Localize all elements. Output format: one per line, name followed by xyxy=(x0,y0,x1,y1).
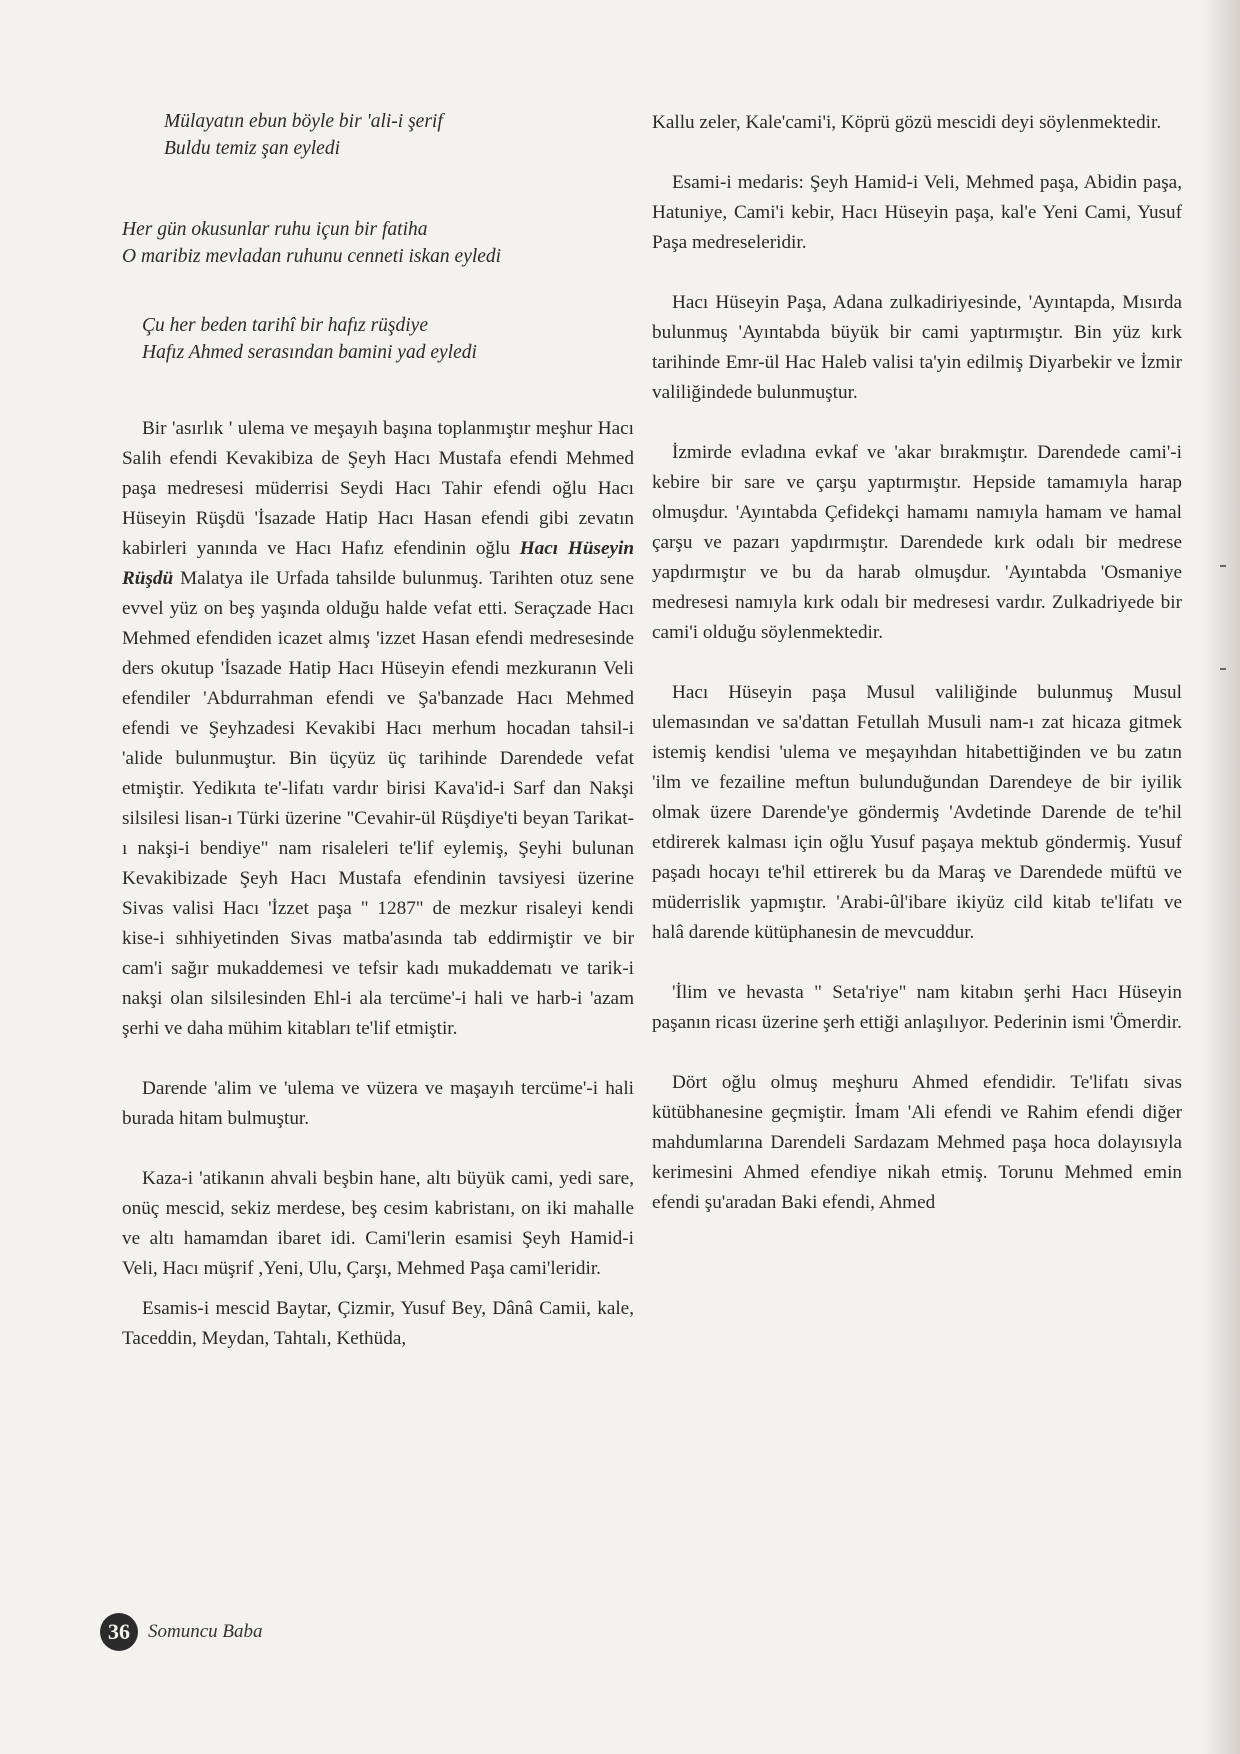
page-number-badge: 36 xyxy=(100,1613,138,1651)
publication-name: Somuncu Baba xyxy=(148,1621,263,1642)
right-paragraph-0: Kallu zeler, Kale'cami'i, Köprü gözü mescidi deyi söylenmektedir. xyxy=(652,112,1162,133)
right-paragraph-4: Hacı Hüseyin paşa Musul valiliğinde bulunmuş Musul ulemasından ve sa'dattan Fetullah Musuli nam-ı zat hicaza gitmek istemiş kendisi 'ulema ve meşayıhdan hitabettiğinden ve bu zatın 'ilm ve fezailine meftun bulunduğundan Darendeye de bir iyilik olmak üzere Darende'ye göndermiş 'Avdetinde Darende de te'hil etdirerek kalması için oğlu Yusuf paşaya mektub göndermiş. Yusuf paşadı hocayı te'hil ettirerek bu da Maraş ve Darendede müftü ve müderrislik yapmıştır. 'Arabi-ûl'ibare ikiyüz cild kitab te'lifatı ve halâ darende kütüphanesin de mevcuddur. xyxy=(652,682,1182,943)
left-paragraph-3: Kaza-i 'atikanın ahvali beşbin hane, altı büyük cami, yedi sare, onüç mescid, sekiz merdese, beş cesim kabristanı, on iki mahalle ve altı hamamdan ibaret idi. Cami'lerin esamisi Şeyh Hamid-i Veli, Hacı müşrif ,Yeni, Ulu, Çarşı, Mehmed Paşa cami'leridir. xyxy=(122,1168,634,1279)
poem-stanza-2 xyxy=(122,216,634,270)
poem-line: Buldu temiz şan eyledi xyxy=(164,138,341,159)
edge-mark xyxy=(1220,565,1226,567)
paragraph-text: Bir 'asırlık ' ulema ve meşayıh başına toplanmıştır meşhur Hacı Salih efendi Kevakibiza de Şeyh Hacı Mustafa efendi Mehmed paşa medresesi müderrisi Seydi Hacı Tahir efendi oğlu Hacı Hüseyin Rüşdü 'İsazade Hatip Hacı Hasan efendi gibi zevatın kabirleri yanında ve Hacı Hafız efendinin oğlu xyxy=(122,418,634,559)
right-paragraph-3: İzmirde evladına evkaf ve 'akar bırakmıştır. Darendede cami'-i kebire bir sare ve çarşu yaptırmıştır. Hepside tamamıyla harap olmuşdur. 'Ayıntabda Çefidekçi hamamı namıyla hamam ve hamal çarşu ve pazarı yapdırmıştır. Darendede kırk odalı bir medrese yapdırmıştır ve bu da harab olmuşdur. 'Ayıntabda 'Osmaniye medresesi namıyla kırk odalı bir medresesi vardır. Zulkadriyede bir cami'i olduğu söylenmektedir. xyxy=(652,442,1182,643)
right-paragraph-1: Esami-i medaris: Şeyh Hamid-i Veli, Mehmed paşa, Abidin paşa, Hatuniye, Cami'i kebir, Hacı Hüseyin paşa, kal'e Yeni Cami, Yusuf Paşa medreseleridir. xyxy=(652,172,1182,253)
page-edge-shadow xyxy=(1202,0,1240,1754)
paragraph-text: Malatya ile Urfada tahsilde bulunmuş. Tarihten otuz sene evvel yüz on beş yaşında olduğu halde vefat etti. Seraçzade Hacı Mehmed efendiden icazet almış 'izzet Hasan efendi medresesinde ders okutup 'İsazade Hatip Hacı Hüseyin efendi mezkuranın Veli efendiler 'Abdurrahman efendi ve Şa'banzade Hacı Mehmed efendi ve Şeyhzadesi Kevakibi Hacı merhum hocadan tahsil-i 'alide bulunmuştur. Bin üçyüz üç tarihinde Darendede vefat etmiştir. Yedikıta te'-lifatı vardır birisi Kava'id-i Sarf dan Nakşi silsilesi lisan-ı Türki üzerine "Cevahir-ül Rüşdiye'ti beyan Tarikat-ı nakşi-i bendiye" nam risaleleri te'lif eylemiş, Şeyhi bulunan Kevakibizade Şeyh Hacı Mustafa efendinin tavsiyesi üzerine Sivas valisi Hacı 'İzzet paşa " 1287" de mezkur risaleyi kendi kise-i sıhhiyetinden Sivas matba'asında tab eddirmiştir ve bir cam'i sağır mukaddemesi ve tefsir kadı mukaddematı ve tarik-i nakşi olan silsilesinden Ehl-i ala tercüme'-i hali ve harb-i 'azam şerhi ve daha mühim kitabları te'lif etmiştir. xyxy=(122,568,634,1039)
poem-line: O maribiz mevladan ruhunu cenneti iskan eyledi xyxy=(122,246,502,267)
right-paragraph-5: 'İlim ve hevasta " Seta'riye" nam kitabın şerhi Hacı Hüseyin paşanın ricası üzerine şerh ettiği anlaşılıyor. Pederinin ismi 'Ömerdir. xyxy=(652,982,1182,1033)
highlighted-name: Hacı Hüseyin Rüşdü xyxy=(122,538,634,589)
poem-stanza-3 xyxy=(122,312,634,366)
right-paragraph-6: Dört oğlu olmuş meşhuru Ahmed efendidir. Te'lifatı sivas kütübhanesine geçmiştir. İmam 'Ali efendi ve Rahim efendi diğer mahdumlarına Darendeli Sardazam Mehmed paşa hoca dolayısıyla kerimesini Ahmed efendiye nikah etmiş. Torunu Mehmed emin efendi şu'aradan Baki efendi, Ahmed xyxy=(652,1072,1182,1213)
left-column xyxy=(122,108,634,1354)
left-paragraph-1 xyxy=(122,414,634,1044)
poem-line: Her gün okusunlar ruhu içun bir fatiha xyxy=(122,219,428,240)
poem-line: Hafız Ahmed serasından bamini yad eyledi xyxy=(142,342,477,363)
left-paragraph-2: Darende 'alim ve 'ulema ve vüzera ve maşayıh tercüme'-i hali burada hitam bulmuştur. xyxy=(122,1078,634,1129)
edge-mark xyxy=(1220,668,1226,670)
right-column xyxy=(652,108,1182,1218)
poem-stanza-1 xyxy=(122,108,634,162)
poem-line: Mülayatın ebun böyle bir 'ali-i şerif xyxy=(164,111,443,132)
left-paragraph-4: Esamis-i mescid Baytar, Çizmir, Yusuf Bey, Dânâ Camii, kale, Taceddin, Meydan, Tahtalı, Kethüda, xyxy=(122,1298,634,1349)
poem-line: Çu her beden tarihî bir hafız rüşdiye xyxy=(142,315,428,336)
right-paragraph-2: Hacı Hüseyin Paşa, Adana zulkadiriyesinde, 'Ayıntapda, Mısırda bulunmuş 'Ayıntabda büyük bir cami yaptırmıştır. Bin yüz kırk tarihinde Emr-ül Hac Haleb valisi ta'yin edilmiş Diyarbekir ve İzmir valiliğindede bulunmuştur. xyxy=(652,292,1182,403)
page-footer xyxy=(100,1612,263,1652)
